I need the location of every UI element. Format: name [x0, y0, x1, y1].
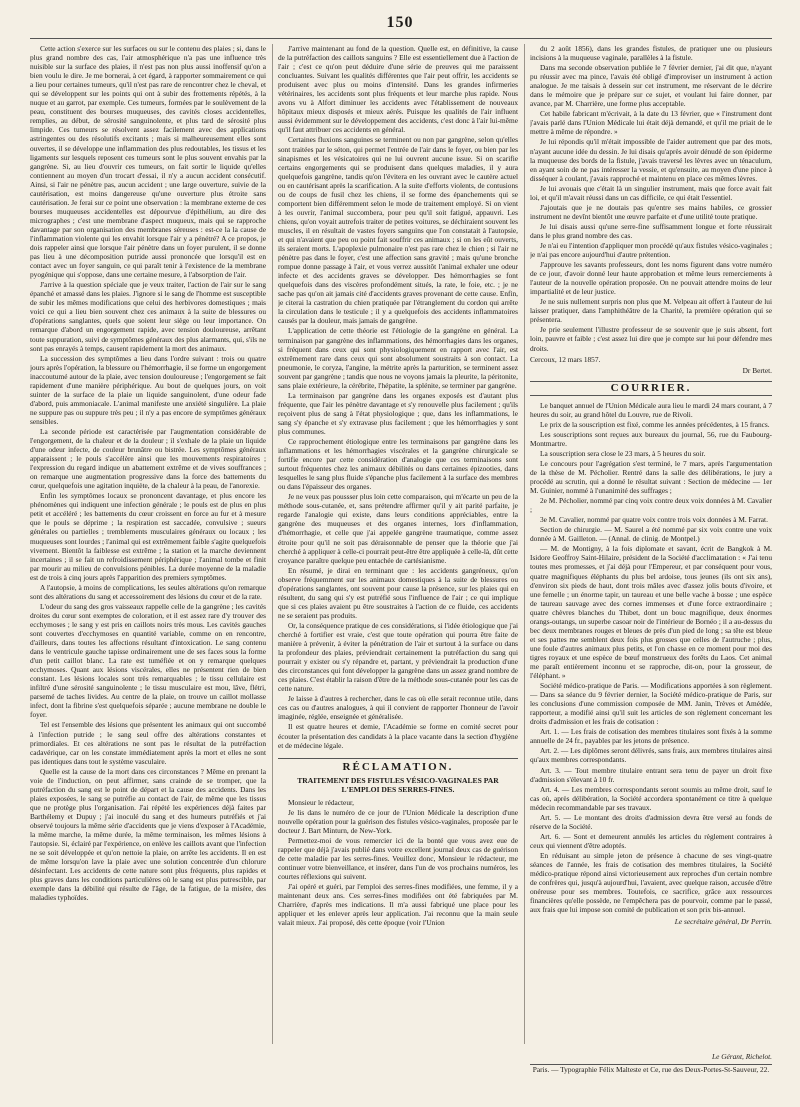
paragraph: Dans ma seconde observation publiée le 7 février dernier, j'ai dit que, n'ayant pu réussir avec ma pince, l'avais été obligé d'improviser un instrument à action analogue. Je me taisais à dessein sur cet instrument, me réservant de le décrire dans le mémoire que je prépare sur ce sujet, et voulant lui faire donner, par avance, par M. Charrière, une forme plus acceptable.	[530, 63, 772, 109]
column-right	[530, 44, 772, 1044]
paragraph: Le prix de la souscription est fixé, comme les années précédentes, à 15 francs.	[540, 419, 770, 429]
paragraph: du 2 août 1856), dans les grandes fistules, de pratiquer une ou plusieurs incisions à la muqueuse vaginale, parallèles à la fistule.	[530, 44, 772, 63]
paragraph: Tel est l'ensemble des lésions que présentent les animaux qui ont succombé à l'infection putride ; le sang seul offre des altérations constantes et primordiales. Et ces altérations ne sont pas le résultat de la putréfaction cadavérique, car on les constate immédiatement après la mort et elles ne sont pas identiques dans tout le système vasculaire.	[30, 720, 266, 766]
paragraph: Art. 4. — Les membres correspondants seront soumis au même droit, sauf le cas où, après délibération, la Société accordera spontanément ce titre à quelque médecin recommandable par ses travaux.	[530, 784, 772, 812]
paragraph: Art. 1. — Les frais de cotisation des membres titulaires sont fixés à la somme annuelle de 24 fr., payables par les jetons de présence.	[530, 727, 772, 746]
paragraph: La terminaison par gangrène dans les organes exposés est d'autant plus fréquente, que l'air les pénètre davantage et s'y renouvelle plus facilement ; qu'ils reçoivent plus de sang à l'état physiologique ; que, dans les inflammations, le sang s'y épanche et s'y extravase plus facilement ; que les hémorrhagies y sont plus communes.	[278, 390, 518, 436]
paragraph: J'approuve les savants professeurs, dont les noms figurent dans votre numéro de ce jour, d'avoir donné leur haute approbation et même leurs remerciements à l'auteur de la nouvelle opération proposée. On ne pouvait attendre moins de leur impartialité et de leur justice.	[530, 260, 772, 297]
paragraph: Je prie seulement l'illustre professeur de se souvenir que je suis absent, fort loin, pauvre et faible ; c'est assez lui dire que je compte sur lui pour défendre mes droits.	[530, 325, 772, 353]
paragraph: Art. 5. — Le montant des droits d'admission devra être versé au fonds de réserve de la Société.	[530, 812, 772, 831]
page-number: 150	[386, 14, 414, 31]
paragraph: Le banquet annuel de l'Union Médicale aura lieu le mardi 24 mars courant, à 7 heures du soir, au grand hôtel du Louvre, rue de Rivoli.	[530, 400, 772, 419]
paragraph: Section de chirurgie. — M. Saurel a été nommé par six voix contre une voix donnée à M. Gailleton. — (Annal. de clinig. de Montpel.)	[530, 525, 772, 544]
section-heading-reclamation: RÉCLAMATION.	[278, 758, 518, 772]
imprint-block	[530, 1050, 772, 1074]
secretary-signature: Le secrétaire général, Dr Perrin.	[674, 917, 772, 927]
column-left	[30, 44, 266, 1044]
paragraph: La succession des symptômes a lieu dans l'ordre suivant : trois ou quatre jours après l'opération, la blessure ou l'hémorrhagie, il se forme un engorgement inaccoutumé autour de la plaie, avec tension douloureuse ; l'engorgement se fait rapidement d'une manière périphérique. Au bout de quelques jours, on voit suinter de la surface de la plaie un liquide sanguinolent, d'une odeur fade d'abord, puis ammoniacale. L'animal manifeste une anxiété singulière. La plaie ne suppure pas ou suppure très peu ; il n'y a pas encore de symptômes généraux sensibles.	[30, 353, 266, 426]
paragraph: Il est quatre heures et demie, l'Académie se forme en comité secret pour écouter la présentation des candidats à la place vacante dans la section d'hygiène et de médecine légale.	[278, 722, 518, 750]
paragraph: — M. de Montigny, à la fois diplomate et savant, écrit de Bangkok à M. Isidore Geoffroy Saint-Hilaire, président de la Société d'acclimatation : « J'ai tenu toutes mes promesses, et j'ai déjà pour l'Empereur, et par conséquent pour vous, quatre magnifiques éléphants du plus bel ardoise, tous jeunes (ils ont six ans), d'environ six pieds de haut, dont trois mâles avec d'assez jolis bouts d'ivoire, et une femelle ; un énorme tapir, un taureau et une belle vache à bosse ; une espèce de taureau sauvage avec des cornes immenses et d'une force extraordinaire ; quatre chèvres blanches du Thibet, dont un bouc magnifique, deux énormes orangs-outangs, un superbe casoar noir de l'intérieur de Bornéo ; il a au-dessus du bec deux membranes rouges et bleues de près d'un pied de long ; sa tête est bleue et ses pattes me semblent deux fois plus grosses que celles de l'autruche ; plus, une foule d'autres animaux plus petits, et l'on chasse en ce moment pour moi des tigres royaux et une espèce de bœuf monstrueux des forêts du Laos. Cet animal me paraît entièrement inconnu et se rapproche, dit-on, pour la grosseur, de l'éléphant. »	[530, 544, 772, 681]
paragraph: J'ai opéré et guéri, par l'emploi des serres-fines modifiées, une femme, il y a maintenant deux ans. Ces serres-fines modifiées ont été fabriquées par M. Charrière, d'après mes indications. Il m'a aussi fabriqué une place pour les appliquer et les enlever après leur application. J'ai reconnu que la main seule valait mieux. J'ai proposé, dès cette époque (voir l'Union	[278, 882, 518, 928]
place-date: Cercoux, 12 mars 1857.	[530, 354, 601, 364]
paragraph: J'arrive maintenant au fond de la question. Quelle est, en définitive, la cause de la putréfaction des caillots sanguins ? Elle est essentiellement due à l'action de l'air ; c'est ce qu'on peut déduire d'une série de preuves qui me paraissent concluantes. Suivant les qualités différentes que l'air peut offrir, les accidents se produisent avec plus ou moins d'intensité. Dans les grandes infirmeries vétérinaires, les accidents sont plus fréquents et leur marche plus rapide. Nous avons vu à Alfort diminuer les accidents avec l'établissement de nouveaux hôpitaux mieux disposés et mieux aérés. Puisque les qualités de l'air influent aussi évidemment sur le développement des accidents, c'est donc à l'air lui-même qu'il faut attribuer ces accidents en général.	[278, 44, 518, 135]
paragraph: Je n'ai eu l'intention d'appliquer mon procédé qu'aux fistules vésico-vaginales ; je n'ai pas encore aujourd'hui d'autre prétention.	[530, 240, 772, 260]
paragraph: L'application de cette théorie est l'étiologie de la gangrène en général. La terminaison par gangrène des inflammations, des hémorrhagies dans les organes, si fréquent dans ceux qui sont physiologiquement en rapport avec l'air, est extrêmement rare dans ceux qui sont absolument soustraits à son contact. La pneumonie, le coryza, l'angine, la métrite après la parturition, se terminent assez souvent par gangrène ; tandis que nous ne voyons jamais la pleurite, la péritonite, sans plaie extérieure, la cérébrite, l'hépatite, la splénite, se terminer par gangrène.	[278, 326, 518, 390]
paragraph: Société médico-pratique de Paris. — Modifications apportées à son règlement. — Dans sa séance du 9 février dernier, la Société médico-pratique de Paris, sur les conclusions d'une commission composée de MM. Janin, Trèves et Amédée, rapporteur, a modifié ainsi qu'il suit les articles de son règlement concernant les droits d'admission et les frais de cotisation :	[530, 681, 772, 727]
paragraph: Enfin les symptômes locaux se prononcent davantage, et plus encore les phénomènes qui indiquent une infection générale ; le pouls est de plus en plus petit et accéléré ; les battements du cœur croissent en force au fur et à mesure que le pouls se déprime ; la respiration est saccadée, convulsive ; sueurs générales ou partielles ; tremblements musculaires généraux ou locaux ; les muqueuses sont lourdes ; l'animal qui est extrêmement faible s'agite quelquefois vivement. Bientôt la faiblesse est extrême ; la station et la marche deviennent incertaines ; il se fait un refroidissement périphérique ; l'animal tombe et finit par mourir au milieu de convulsions pénibles. La durée moyenne de la maladie est de trois à cinq jours après l'apparition des premiers symptômes.	[30, 491, 266, 582]
printer-imprint: Paris. — Typographie Félix Malteste et Ce, rue des Deux-Portes-St-Sauveur, 22.	[532, 1065, 770, 1074]
paragraph: Certaines fluxions sanguines se terminent ou non par gangrène, selon qu'elles sont traitées par le séton, qui permet l'entrée de l'air dans le foyer, ou bien par les sinapismes et les vésicatoires qui ne lui ouvrent aucune issue. Si on scarifie certains engorgements qui se produisent dans quelques maladies, il y aura quelquefois gangrène, tandis qu'on l'évitera en les ouvrant avec le cautère actuel ou en cautérisant après la scarification. A la suite d'efforts violents, de contusions ou de coups de fusil chez les chiens, il se forme des épanchements qui se comportent bien différemment selon le mode de traitement employé. Si on vient à les ouvrir, l'animal succombera, pour peu qu'il soit fatigué, appauvri. Les chiens, qu'on voyait autrefois traiter de petites voitures, se déchiraient souvent les muscles, il en résultait de vastes foyers sanguins que l'on constatait à l'autopsie, et qui n'avaient que peu ou point fait souffrir ces animaux ; si on les eût ouverts, ils seraient morts. L'apoplexie pulmonaire n'est pas rare chez le chien ; si l'air ne pénètre pas dans le foyer, c'est une affection sans gravité ; mais qu'une bronche rompue donne passage à l'air, et vous verrez aussitôt l'animal exhaler une odeur infecte et des accidents graves se développer. Des hémorrhagies se font quelquefois dans des viscères profondément situés, la rate, le foie, etc. ; je ne sache pas qu'on ait jamais cité d'accidents graves provenant de cette cause. Enfin, je citerai la castration du chien pratiquée par l'étranglement du cordon qui arrête la circulation dans le testicule ; il y a quelquefois des accidents inflammatoires causés par la douleur, mais jamais de gangrène.	[278, 135, 518, 326]
paragraph: En réduisant au simple jeton de présence à chacune de ses vingt-quatre séances de l'année, les frais de cotisation des membres titulaires, la Société médico-pratique répond ainsi victorieusement aux reproches d'un certain nombre de confrères qui, jusqu'à aujourd'hui, l'avaient, avec quelque raison, accusée d'être onéreuse pour ses membres. Toutefois, ce sacrifice, grâce aux ressources financières qu'elle possède, ne l'empêchera pas de pourvoir, comme par le passé, aux frais que lui impose son comité de publication et son prix bis-annuel.	[530, 850, 772, 915]
paragraph: La souscription sera close le 23 mars, à 5 heures du soir.	[540, 448, 706, 458]
paragraph: Je ne suis nullement surpris non plus que M. Velpeau ait offert à l'auteur de lui laisser pratiquer, dans l'amphithéâtre de la Charité, la première opération qui se présentera.	[530, 297, 772, 325]
paragraph: Art. 2. — Les diplômes seront délivrés, sans frais, aux membres titulaires ainsi qu'aux membres correspondants.	[530, 746, 772, 765]
paragraph: En résumé, je dirai en terminant que : les accidents gangréneux, qu'on observe fréquemment sur les animaux domestiques à la suite de blessures ou d'opérations sanglantes, ont souvent pour cause la présence, sur les plaies qui en résultent, du sang qui s'y est putréfié sous l'influence de l'air ; ce qui implique que si ces plaies avaient pu être soustraites à l'action de ce fluide, ces accidents ne se seraient pas produits.	[278, 565, 518, 620]
paragraph: L'odeur du sang des gros vaisseaux rappelle celle de la gangrène ; les cavités droites du cœur sont exemptes de coloration, et il est assez rare d'y trouver des ecchymoses ; le sang y est pris en caillots noirs très mous. Les cavités gauches sont couvertes d'ecchymoses en quantité variable, comme on en rencontre, d'ailleurs, dans toutes les affections résultant d'intoxication. Le sang contenu dans le ventricule gauche tapisse ordinairement une de ses faces sous la forme d'un petit caillot blanc. La rate est tuméfiée et on y remarque quelques ecchymoses. Quant aux lésions viscérales, elles ne présentent rien de bien constant. Les lésions locales sont très remarquables ; le tissu cellulaire est infiltré d'une sérosité sanguinolente ; le tissu musculaire est mou, lâve, flétri, parsemé de taches livides. Au centre de la plaie, on trouve un caillot mollasse infect, dont la fibrine s'est quelquefois séparée ; aucune membrane ne double le foyer.	[30, 601, 266, 720]
section-heading-courrier: COURRIER.	[530, 381, 772, 396]
paragraph: J'ajoutais que je ne doutais pas qu'entre ses mains habiles, ce grossier instrument ne devînt bientôt une œuvre parfaite et d'une utilité toute pratique.	[530, 202, 772, 221]
paragraph: Cet habile fabricant m'écrivait, à la date du 13 février, que « l'instrument dont j'avais parlé dans l'Union Médicale lui était déjà demandé, et qu'il me priait de le mettre à même de répondre. »	[530, 109, 772, 137]
paragraph: 3e M. Cavalier, nommé par quatre voix contre trois voix données à M. Farrat.	[540, 515, 768, 525]
paragraph: Je lui disais aussi qu'une serre-fine suffisamment longue et forte réussirait dans le plus grand nombre des cas.	[530, 221, 772, 240]
paragraph: Je lui répondis qu'il m'était impossible de l'aider autrement que par des mots, n'ayant aucune idée du dessin. Je lui disais qu'après avoir dénudé de son épiderme la muqueuse des bords de la fistule, j'avais traversé les lèvres avec un ténaculum, en ayant soin de ne pas intéresser la vessie, et qu'ensuite, au moyen d'une pince à disséquer à coulant, j'avais rapproché et maintenu en place ces mêmes lèvres.	[530, 137, 772, 183]
column-middle	[278, 44, 518, 1044]
paragraph: A l'autopsie, à moins de complications, les seules altérations qu'on remarque sont des altérations du sang et accessoirement des lésions du cœur et de la rate.	[30, 582, 266, 601]
salutation: Monsieur le rédacteur,	[288, 797, 354, 807]
paragraph: 2e M. Pécholier, nommé par cinq voix contre deux voix données à M. Cavalier ;	[530, 496, 772, 515]
paragraph: Le concours pour l'agrégation s'est terminé, le 7 mars, après l'argumentation de la thèse de M. Pécholier. Rentré dans la salle des délibérations, le jury a procédé au scrutin, qui a donné le résultat suivant : Section de médecine — 1er M. Guinier, nommé à l'unanimité des suffrages ;	[530, 458, 772, 496]
paragraph: J'arrive à la question spéciale que je veux traiter, l'action de l'air sur le sang épanché et amassé dans les plaies. J'ignore si le sang de l'homme est susceptible de subir les mêmes modifications que celui des herbivores domestiques ; mais voici ce qui a lieu bien souvent chez ces animaux à la suite de blessures ou d'opérations sanglantes, quels que soient leur siège ou leur importance. On remarque d'abord un engorgement rapide, avec tension douloureuse, arrêtant toute suppuration, suivi de symptômes généraux des plus alarmants, qui, s'ils ne sont pas enrayés à temps, causent rapidement la mort des animaux.	[30, 280, 266, 353]
paragraph: Je lui avouais que c'était là un singulier instrument, mais que force avait fait loi, et qu'il m'avait réussi dans un cas difficile, ce qui était l'essentiel.	[530, 183, 772, 202]
paragraph: La seconde période est caractérisée par l'augmentation considérable de l'engorgement, de la chaleur et de la douleur ; il s'exhale de la plaie un liquide d'une odeur infecte, de couleur brunâtre ou bistrée. Les symptômes généraux apparaissent ; le pouls s'accélère ainsi que les mouvements respiratoires ; l'expression du regard indique un abattement extrême et de vives souffrances ; on remarque une augmentation progressive dans la force des battements du cœur, quelquefois une agitation inquiète, de la chaleur à la peau, de l'anorexie.	[30, 426, 266, 491]
paragraph: Permettez-moi de vous remercier ici de la bonté que vous avez eue de rappeler que déjà j'avais publié dans votre excellent journal deux cas de guérison de cette maladie par les serres-fines. Veuillez donc, Monsieur le rédacteur, me continuer votre bienveillance, et insérer, dans l'un de vos prochains numéros, les courtes réflexions qui suivent.	[278, 836, 518, 882]
paragraph: Art. 3. — Tout membre titulaire entrant sera tenu de payer un droit fixe d'admission s'élevant à 10 fr.	[530, 765, 772, 784]
gerant-signature: Le Gérant, Richelot.	[712, 1052, 772, 1061]
paragraph: Je lis dans le numéro de ce jour de l'Union Médicale la description d'une nouvelle opération pour la guérison des fistules vésico-vaginales, proposée par le docteur J. Bart Minturn, de New-York.	[278, 807, 518, 835]
paragraph: Or, la conséquence pratique de ces considérations, si l'idée étiologique que j'ai cherché à fortifier est vraie, c'est que toute opération qui pourra être faite de manière à prévenir, à éviter la pénétration de l'air et surtout à la surface ou dans la profondeur des plaies, préviendrait certainement la putréfaction du sang qui pourrait y exister ou s'y répandre et, partant, y préviendrait la production d'une des circonstances qui font développer la gangrène dans un assez grand nombre de ces plaies. C'est établir la raison d'être de la méthode sous-cutanée pour les cas de cette nature.	[278, 620, 518, 694]
header-rule	[30, 38, 772, 39]
signature: Dr Bertet.	[742, 365, 772, 375]
paragraph: Quelle est la cause de la mort dans ces circonstances ? Même en prenant la voie de l'induction, on peut affirmer, sans crainde de se tromper, que la putréfaction du sang est le point de départ et la cause des accidents. Dans les plaies exposées, le sang se putréfie au contact de l'air, de même que les tissus que ne protège plus l'organisation. J'ai répété les expériences déjà faites par Barthélemy et Dupuy ; j'ai inoculé du sang et des humeurs putréfiés et j'ai observé toujours la même série d'accidents que je viens d'exposer à l'Académie, la même marche, la même durée, la même terminaison, les mêmes lésions à l'autopsie. Si, éclairé par l'expérience, on enlève les caillots avant que l'infection ne se soit développée et qu'on nettoie la plaie, on arrête les accidents. Il en est de même lorsqu'on lave la plaie avec une solution concentrée d'un chlorure désinfectant. Les accidents de cette nature sont plus fréquents, plus rapides et plus graves dans les conditions particulières où le sang est plus putrescible, par exemple dans la débilité qui résulte de l'âge, de la fatigue, de la misère, des maladies typhoïdes.	[30, 766, 266, 903]
paragraph: Ce rapprochement étiologique entre les terminaisons par gangrène dans les inflammations et les hémorrhagies viscérales et la gangrène chirurgicale se fortifie encore par cette considération d'analogie que ces terminaisons sont surtout fréquentes chez les animaux débilités ou dans certaines épizooties, dans lesquelles le sang plus fluide s'épanche plus facilement à la surface des membres ou dans l'épaisseur des organes.	[278, 437, 518, 492]
article-subheading: TRAITEMENT DES FISTULES VÉSICO-VAGINALES PAR L'EMPLOI DES SERRES-FINES.	[297, 775, 499, 795]
paragraph: Art. 6. — Sont et demeurent annulés les articles du règlement contraires à ceux qui viennent d'être adoptés.	[530, 831, 772, 850]
column-divider	[524, 44, 525, 1044]
paragraph: Je ne veux pas poussser plus loin cette comparaison, qui m'écarte un peu de la méthode sous-cutanée, et, sans prétendre affirmer qu'il y ait parité parfaite, je regarde l'analogie qui existe, dans leurs conditions appréciables, entre la gangrène des muqueuses et des organes internes, lors d'inflammation, d'hémorrhagie, et celle que j'ai appelée gangrène traumatique, comme assez étroite pour qu'il ne soit pas déraisonnable de penser que la théorie que j'ai cherché à appliquer à celle-ci pourrait peut-être être appliquée à celle-là, dût cette croyance paraître quelque peu entachée de cartésianisme.	[278, 492, 518, 565]
column-divider	[272, 44, 273, 1044]
paragraph: Cette action s'exerce sur les surfaces ou sur le contenu des plaies ; si, dans le plus grand nombre des cas, l'air atmosphérique n'a pas une influence très nuisible sur la surface des plaies, il n'est pas non plus aussi inoffensif qu'on a bien voulu le dire. Je me bornerai, à cet égard, à rapporter sommairement ce qui a lieu pour certaines tumeurs, qu'il n'est pas rare de rencontrer chez le cheval, et qui se développent sur les points qui ont à subir des frottements répétés, à la nuque et au garrot, par exemple. Ces tumeurs, formées par le soulèvement de la peau, constituent des bourses muqueuses, des cavités closes accidentelles, remplies, au début, de sérosité sanguinolente, et plus tard de sérosité plus limpide. Ces tumeurs se résolvent assez facilement avec des applications astringentes ou des résolutifs excitants ; mais si malheureusement elles sont ouvertes, il se développe une inflammation des plus redoutables, les tissus et les ligaments sur lesquels reposent ces tumeurs sont le plus souvent envahis par la gangrène. Si, au lieu d'ouvrir ces tumeurs, on fait sortir le liquide qu'elles contiennent au moyen d'un trocart d'essai, il n'y a aucun accident consécutif. Ainsi, si l'air ne pénètre pas, aucun accident ; une large ouverture, suivie de la cautérisation, est moins dangereuse qu'une ouverture plus étroite sans cautérisation. Je ferai sur ce point une observation : la membrane externe de ces bourses muqueuses accidentelles est dépourvue d'épithélium, au dire des micrographes ; c'est une membrane d'aspect muqueux, mais qui se rapproche davantage par son organisation des membranes séreuses : est-ce la la cause de l'inflammation violente qui les envahit lorsque l'air y a pénétré? A ce propos, je dois rappeler ainsi que lorsque l'air pénètre dans un foyer purulent, il se donne pas lieu à une décomposition putride aussi prononcée que lorsqu'il est en contact avec un foyer sanguin, ce qui paraît tenir à l'existence de la membrane pyogénique qui s'oppose, dans une certaine mesure, à l'absorption de l'air.	[30, 44, 266, 280]
paragraph: Les souscriptions sont reçues aux bureaux du journal, 56, rue du Faubourg-Montmartre.	[530, 429, 772, 448]
paragraph: Je laisse à d'autres à rechercher, dans le cas où elle serait reconnue utile, dans ces cas ou d'autres analogues, à qui il convient de rapporter l'honneur de l'avoir imaginée, réglée, enseignée et généralisée.	[278, 694, 518, 722]
